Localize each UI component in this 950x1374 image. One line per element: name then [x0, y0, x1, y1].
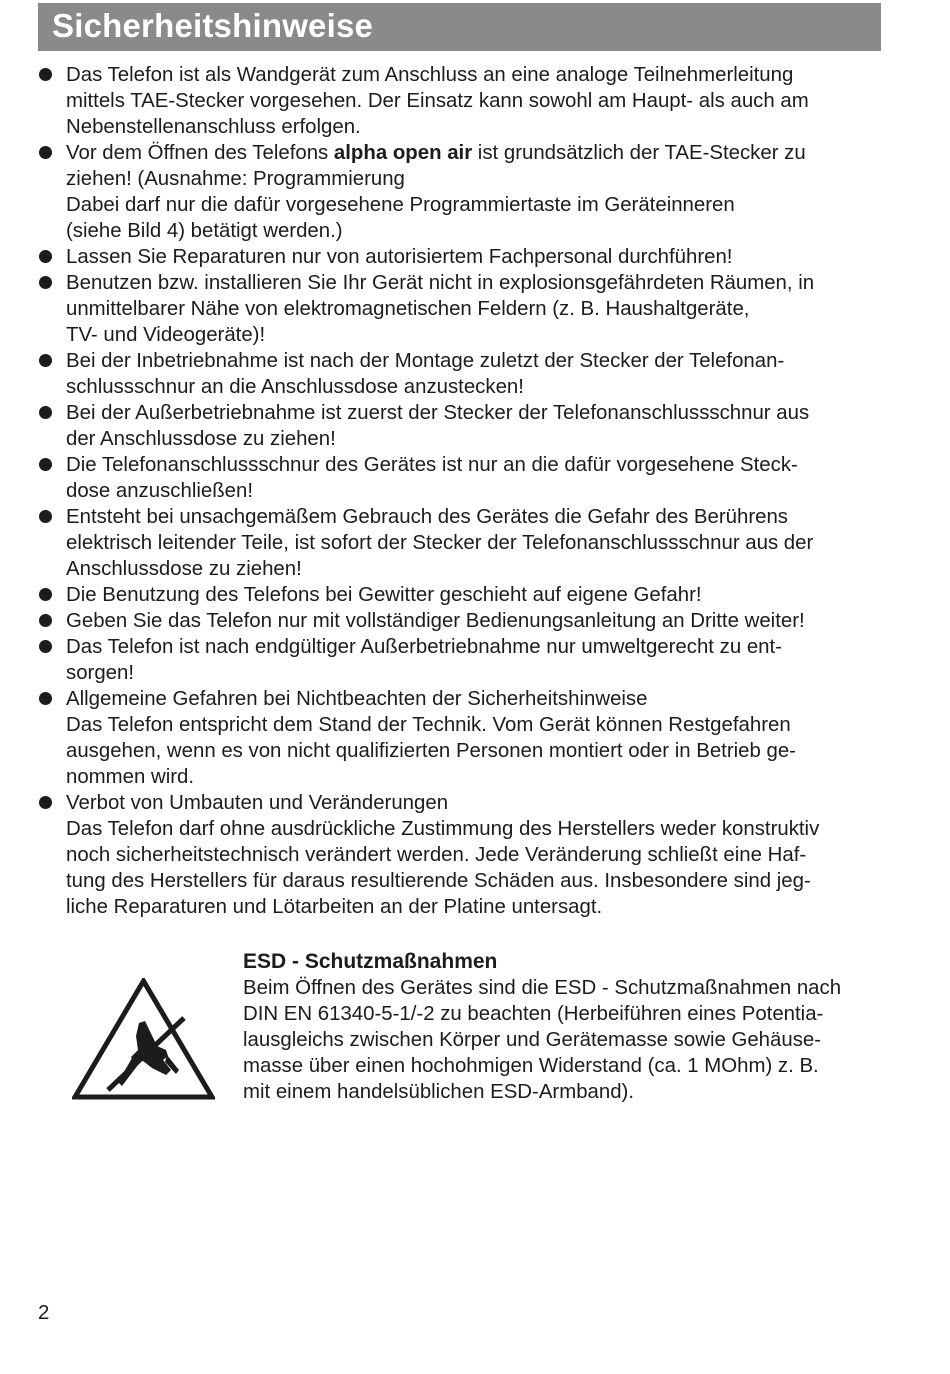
list-item	[38, 270, 888, 348]
text-line: liche Reparaturen und Lötarbeiten an der Platine untersagt.	[66, 896, 603, 918]
text-line: sorgen!	[66, 662, 135, 684]
bullet-icon	[39, 146, 52, 159]
text-line: nommen wird.	[66, 766, 195, 788]
text-line: Benutzen bzw. installieren Sie Ihr Gerät nicht in explosionsgefährdeten Räumen, in	[66, 272, 815, 294]
bullet-icon	[39, 588, 52, 601]
text-line: masse über einen hochohmigen Widerstand (ca. 1 MOhm) z. B.	[243, 1055, 819, 1077]
text-line: TV- und Videogeräte)!	[66, 324, 266, 346]
text-line: Allgemeine Gefahren bei Nichtbeachten der Sicherheitshinweise	[66, 688, 648, 710]
text-line: lausgleichs zwischen Körper und Gerätemasse sowie Gehäuse-	[243, 1029, 822, 1051]
text-line: Die Benutzung des Telefons bei Gewitter geschieht auf eigene Gefahr!	[66, 584, 702, 606]
text-line	[66, 140, 888, 166]
text-line: Geben Sie das Telefon nur mit vollständiger Bedienungsanleitung an Dritte weiter!	[66, 610, 805, 632]
text-line: dose anzuschließen!	[66, 480, 254, 502]
text-line: Verbot von Umbauten und Veränderungen	[66, 792, 449, 814]
text-line: Das Telefon darf ohne ausdrückliche Zustimmung des Herstellers weder konstruktiv	[66, 818, 820, 840]
text-line: Lassen Sie Reparaturen nur von autorisiertem Fachpersonal durchführen!	[66, 246, 733, 268]
bullet-icon	[39, 276, 52, 289]
text-line: mit einem handelsüblichen ESD-Armband).	[243, 1081, 635, 1103]
safety-instructions-list	[38, 62, 888, 920]
text-fragment: Vor dem Öffnen des Telefons	[66, 142, 334, 164]
text-line: mittels TAE-Stecker vorgesehen. Der Einsatz kann sowohl am Haupt- als auch am	[66, 90, 809, 112]
esd-section	[243, 949, 893, 1105]
text-line: ausgehen, wenn es von nicht qualifizierten Personen montiert oder in Betrieb ge-	[66, 740, 796, 762]
list-item	[38, 62, 888, 140]
text-line: Das Telefon entspricht dem Stand der Technik. Vom Gerät können Restgefahren	[66, 714, 791, 736]
bullet-icon	[39, 510, 52, 523]
list-item	[38, 400, 888, 452]
bullet-icon	[39, 692, 52, 705]
text-line: Das Telefon ist nach endgültiger Außerbetriebnahme nur umweltgerecht zu ent-	[66, 636, 782, 658]
list-item	[38, 634, 888, 686]
text-line: (siehe Bild 4) betätigt werden.)	[66, 220, 343, 242]
section-header	[38, 3, 881, 51]
text-line: Nebenstellenanschluss erfolgen.	[66, 116, 361, 138]
text-line: Das Telefon ist als Wandgerät zum Anschluss an eine analoge Teilnehmerleitung	[66, 64, 794, 86]
bullet-icon	[39, 796, 52, 809]
text-line: Bei der Außerbetriebnahme ist zuerst der Stecker der Telefonanschlussschnur aus	[66, 402, 810, 424]
text-line: Beim Öffnen des Gerätes sind die ESD - Schutzmaßnahmen nach	[243, 977, 842, 999]
text-line: noch sicherheitstechnisch verändert werden. Jede Veränderung schließt eine Haf-	[66, 844, 807, 866]
text-line: Die Telefonanschlussschnur des Gerätes ist nur an die dafür vorgesehene Steck-	[66, 454, 798, 476]
list-item	[38, 582, 888, 608]
bullet-icon	[39, 354, 52, 367]
text-line: Bei der Inbetriebnahme ist nach der Montage zuletzt der Stecker der Telefonan-	[66, 350, 785, 372]
bullet-icon	[39, 458, 52, 471]
text-fragment: ist grundsätzlich der TAE-Stecker zu	[472, 142, 806, 164]
text-line: Dabei darf nur die dafür vorgesehene Programmiertaste im Geräteinneren	[66, 194, 735, 216]
text-line: Entsteht bei unsachgemäßem Gebrauch des Gerätes die Gefahr des Berührens	[66, 506, 789, 528]
text-line: Anschlussdose zu ziehen!	[66, 558, 302, 580]
text-line: der Anschlussdose zu ziehen!	[66, 428, 336, 450]
bullet-icon	[39, 640, 52, 653]
list-item	[38, 608, 888, 634]
esd-title: ESD - Schutzmaßnahmen	[243, 950, 498, 973]
text-line: schlussschnur an die Anschlussdose anzustecken!	[66, 376, 524, 398]
list-item	[38, 452, 888, 504]
bullet-icon	[39, 406, 52, 419]
page-title: Sicherheitshinweise	[52, 7, 374, 44]
bullet-icon	[39, 250, 52, 263]
list-item	[38, 686, 888, 790]
text-line: tung des Herstellers für daraus resultierende Schäden aus. Insbesondere sind jeg-	[66, 870, 811, 892]
page-number: 2	[38, 1302, 50, 1324]
list-item	[38, 504, 888, 582]
text-line: elektrisch leitender Teile, ist sofort der Stecker der Telefonanschlussschnur aus der	[66, 532, 814, 554]
list-item	[38, 790, 888, 920]
text-line: ziehen! (Ausnahme: Programmierung	[66, 168, 405, 190]
text-line: unmittelbarer Nähe von elektromagnetischen Feldern (z. B. Haushaltgeräte,	[66, 298, 750, 320]
list-item	[38, 140, 888, 244]
text-line: DIN EN 61340-5-1/-2 zu beachten (Herbeiführen eines Potentia-	[243, 1003, 824, 1025]
esd-warning-triangle-icon	[72, 978, 215, 1100]
list-item	[38, 348, 888, 400]
bullet-icon	[39, 68, 52, 81]
product-name: alpha open air	[333, 142, 473, 164]
list-item	[38, 244, 888, 270]
bullet-icon	[39, 614, 52, 627]
